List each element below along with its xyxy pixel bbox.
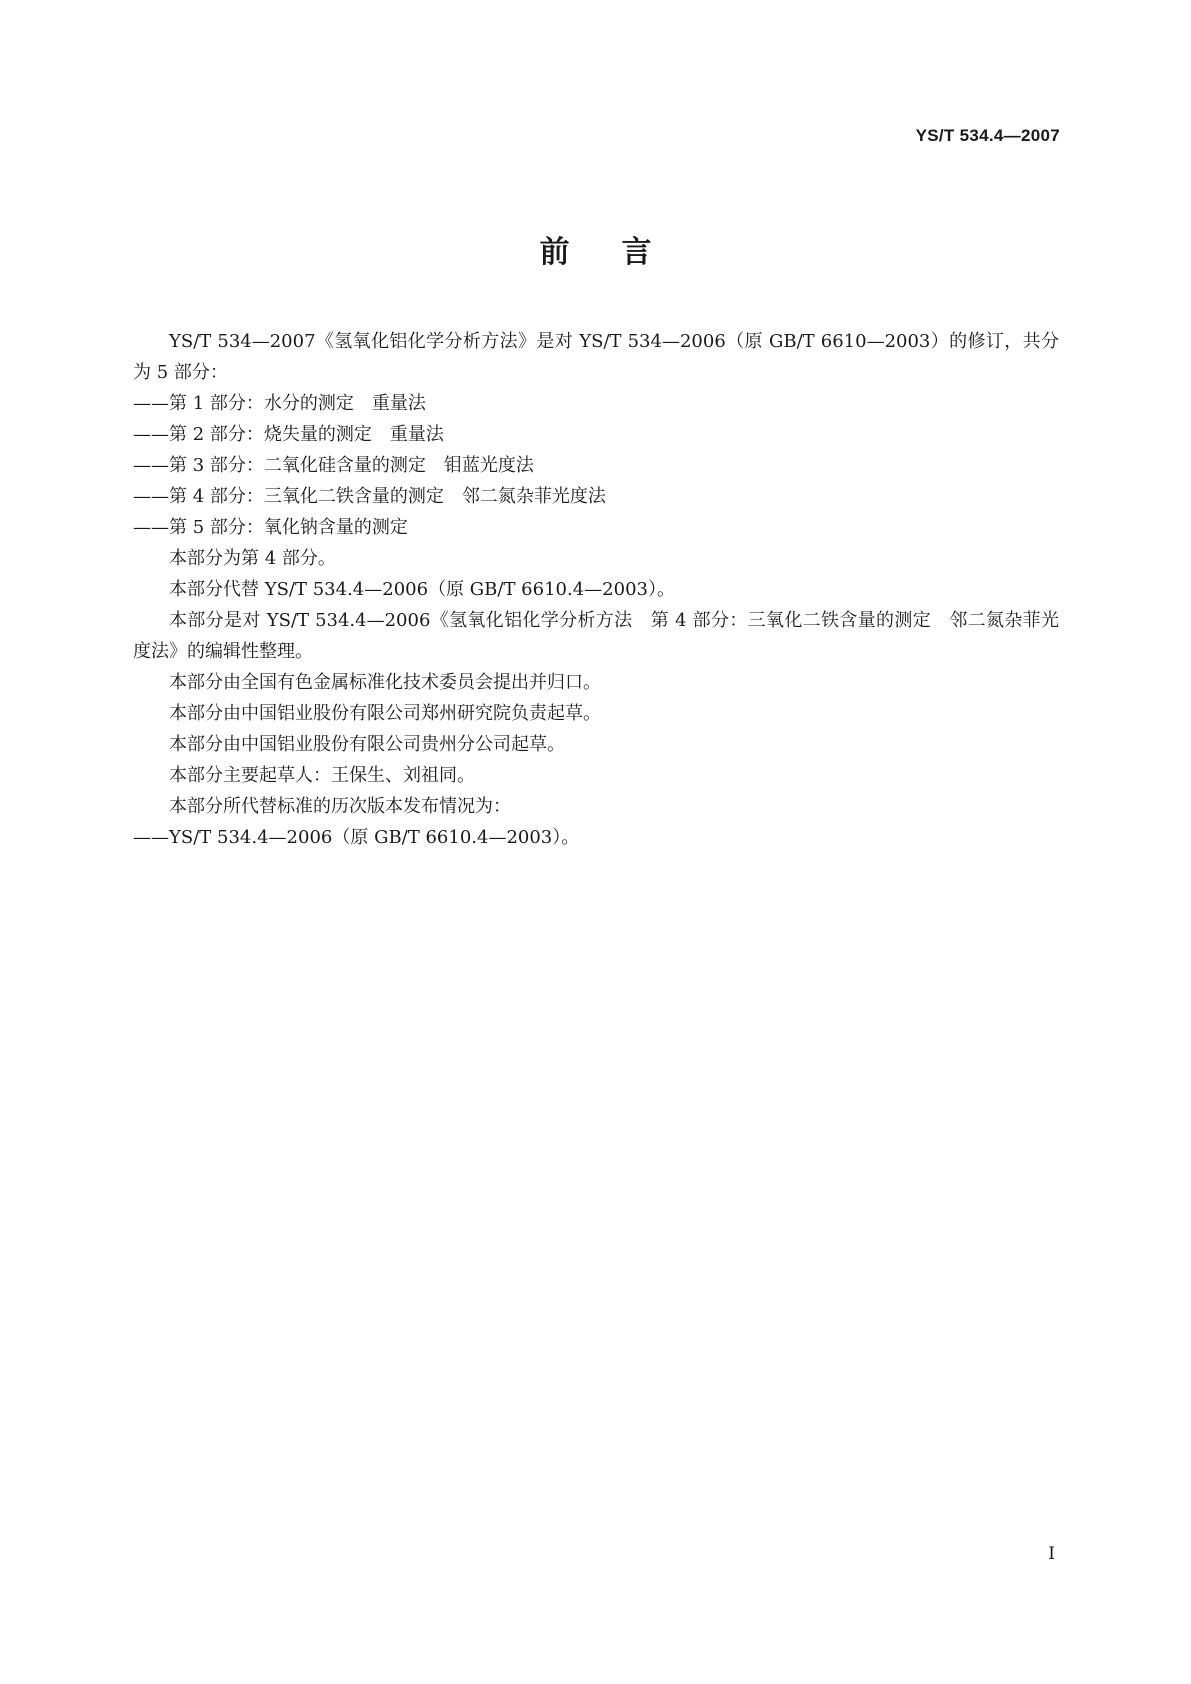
part-list-item: ——第 4 部分：三氧化二铁含量的测定 邻二氮杂菲光度法: [133, 486, 606, 507]
part-list-item: ——第 5 部分：氧化钠含量的测定: [133, 517, 408, 538]
main-drafters-paragraph: 本部分主要起草人：王保生、刘祖同。: [169, 765, 475, 786]
proposed-by-paragraph: 本部分由全国有色金属标准化技术委员会提出并归口。: [169, 672, 601, 693]
history-list-item: ——YS/T 534.4—2006（原 GB/T 6610.4—2003）。: [133, 827, 580, 848]
intro-paragraph: YS/T 534—2007《氢氧化铝化学分析方法》是对 YS/T 534—2006（原 GB/T 6610—2003）的修订，共分为 5 部分：: [133, 331, 1059, 383]
part-list-item: ——第 3 部分：二氧化硅含量的测定 钼蓝光度法: [133, 455, 534, 476]
page-title: 前言: [539, 235, 704, 270]
editorial-paragraph: 本部分是对 YS/T 534.4—2006《氢氧化铝化学分析方法 第 4 部分：三氧化二铁含量的测定 邻二氮杂菲光度法》的编辑性整理。: [133, 610, 1059, 662]
document-body: [133, 326, 1059, 853]
responsible-drafter-paragraph: 本部分由中国铝业股份有限公司郑州研究院负责起草。: [169, 703, 601, 724]
history-intro-paragraph: 本部分所代替标准的历次版本发布情况为：: [169, 796, 511, 817]
part-list-item: ——第 1 部分：水分的测定 重量法: [133, 393, 426, 414]
replaces-paragraph: 本部分代替 YS/T 534.4—2006（原 GB/T 6610.4—2003）。: [169, 579, 675, 600]
page-number: I: [1048, 1544, 1055, 1564]
drafted-by-paragraph: 本部分由中国铝业股份有限公司贵州分公司起草。: [169, 734, 565, 755]
this-part-paragraph: 本部分为第 4 部分。: [169, 548, 336, 569]
part-list-item: ——第 2 部分：烧失量的测定 重量法: [133, 424, 444, 445]
standard-code: YS/T 534.4—2007: [915, 126, 1060, 145]
